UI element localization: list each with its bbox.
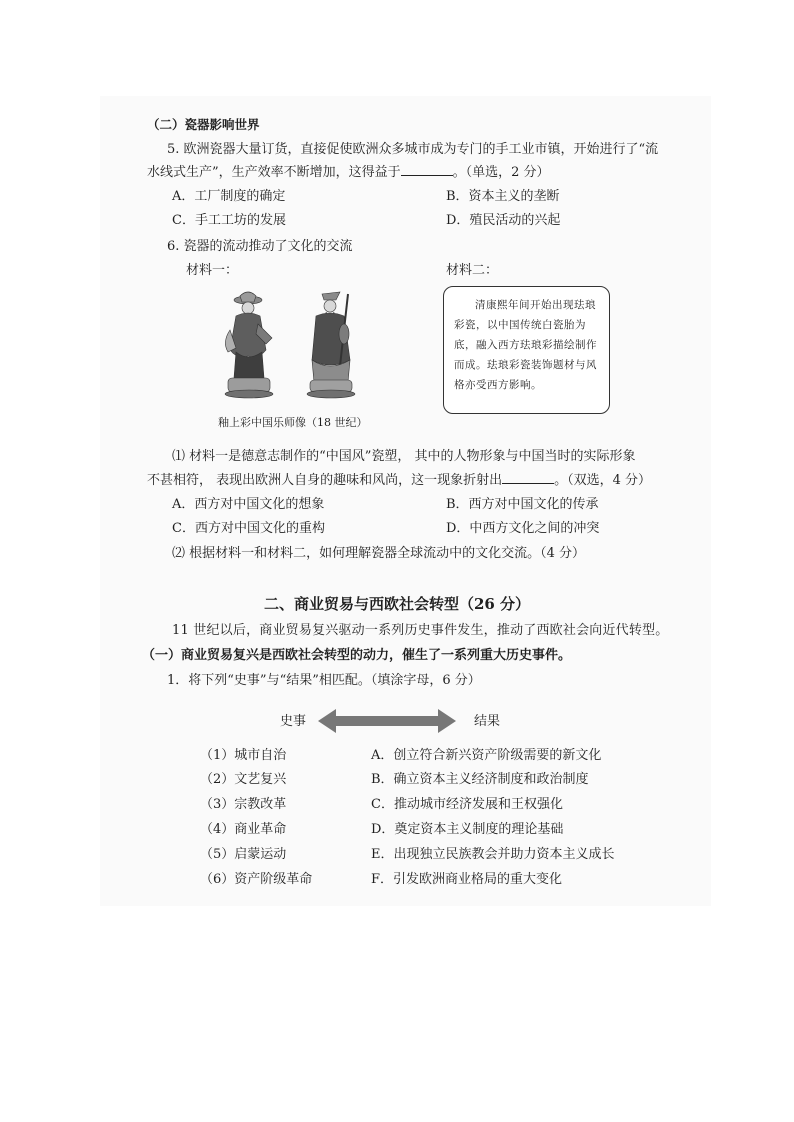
results-header: 结果 [474,714,501,729]
result-item: F．引发欧洲商业格局的重大变化 [371,872,563,887]
section-heading: （二）瓷器影响世界 [147,117,260,132]
part2-intro: 11 世纪以后，商业贸易复兴驱动一系列历史事件发生，推动了西欧社会向近代转型。 [172,623,669,638]
answer-blank [401,163,453,176]
q5-option-d: D．殖民活动的兴起 [446,213,561,228]
q6-option-d: D．中西方文化之间的冲突 [446,521,600,536]
q6-sub2: ⑵ 根据材料一和材料二，如何理解瓷器全球流动中的文化交流。（4 分） [172,546,586,561]
q6-option-c: C．西方对中国文化的重构 [172,521,325,536]
q5-option-a: A．工厂制度的确定 [172,189,286,204]
q6-option-b: B．西方对中国文化的传承 [446,497,599,512]
result-item: A．创立符合新兴资产阶级需要的新文化 [371,748,602,763]
q1-stem: 1．将下列“史事”与“结果”相匹配。（填涂字母，6 分） [167,673,481,688]
answer-blank [502,471,554,484]
result-item: C．推动城市经济发展和王权强化 [371,797,563,812]
part2-subheading: （一）商业贸易复兴是西欧社会转型的动力，催生了一系列重大历史事件。 [142,648,572,663]
q5-line1: 5. 欧洲瓷器大量订货，直接促使欧洲众多城市成为专门的手工业市镇，开始进行了“流 [167,142,659,157]
double-arrow-icon [318,709,456,733]
result-item: D．奠定资本主义制度的理论基础 [371,822,564,837]
event-item: （2）文艺复兴 [200,772,287,787]
result-item: B．确立资本主义经济制度和政治制度 [371,772,589,787]
material2-label: 材料二： [446,263,499,278]
q6-sub1-line2: 不甚相符， 表现出欧洲人自身的趣味和风尚，这一现象折射出 。（双选，4 分） [147,473,652,488]
q5-option-b: B．资本主义的垄断 [446,189,560,204]
events-header: 史事 [280,714,307,729]
q6-stem: 6. 瓷器的流动推动了文化的交流 [167,239,353,254]
figurine-left [225,292,273,398]
event-item: （1）城市自治 [200,748,287,763]
result-item: E．出现独立民族教会并助力资本主义成长 [371,847,615,862]
figurine-right [307,292,355,398]
image-caption: 釉上彩中国乐师像（18 世纪） [218,416,368,429]
event-item: （5）启蒙运动 [200,847,287,862]
event-item: （3）宗教改革 [200,797,287,812]
material2-quote-box: 清康熙年间开始出现珐琅彩瓷，以中国传统白瓷胎为底，融入西方珐琅彩描绘制作而成。珐琅彩瓷装饰题材与风格亦受西方影响。 [443,286,610,414]
q6-option-a: A．西方对中国文化的想象 [172,497,325,512]
part2-title: 二、商业贸易与西欧社会转型（26 分） [263,595,531,613]
event-item: （6）资产阶级革命 [200,872,313,887]
event-item: （4）商业革命 [200,822,287,837]
q5-line2: 水线式生产”，生产效率不断增加，这得益于 。（单选，2 分） [147,165,550,180]
q6-sub1-line1: ⑴ 材料一是德意志制作的“中国风”瓷塑， 其中的人物形象与中国当时的实际形象 [172,449,636,464]
porcelain-figurines-image [212,290,382,402]
material1-label: 材料一： [186,263,239,278]
q5-option-c: C．手工工坊的发展 [172,213,286,228]
